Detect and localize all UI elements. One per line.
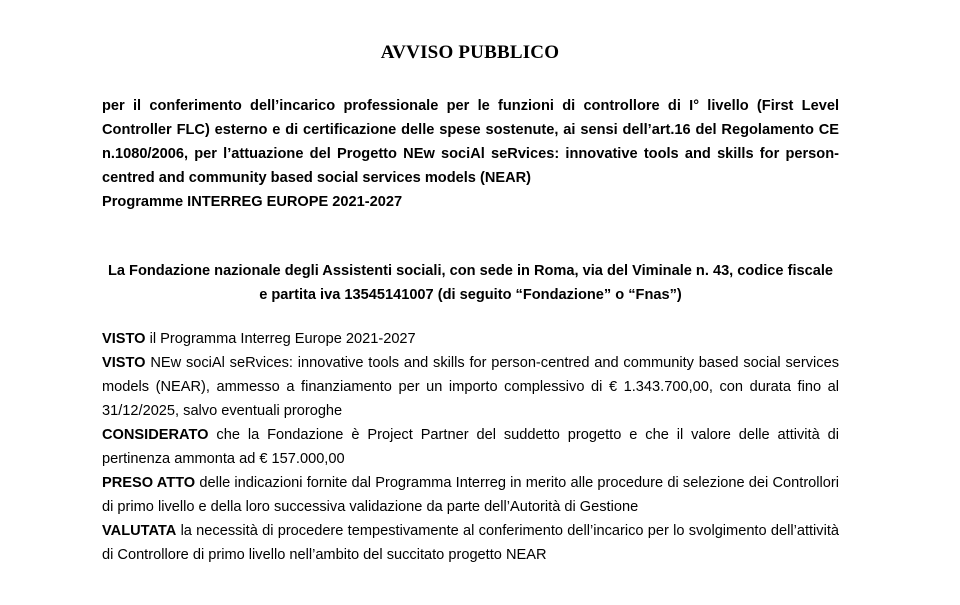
document-title: AVVISO PUBBLICO [380, 42, 560, 63]
issuing-entity: La Fondazione nazionale degli Assistenti sociali, con sede in Roma, via del Viminale n. 43, codice fiscale e partita iva 13545141007 (di seguito “Fondazione” o “Fnas”) [107, 263, 834, 303]
clause [102, 471, 839, 519]
clause [102, 423, 839, 471]
clauses-list [102, 327, 839, 567]
clause-text: il Programma Interreg Europe 2021-2027 [145, 331, 416, 347]
clause-text: NEw sociAl seRvices: innovative tools and skills for person-centred and community based social services models (NEAR), ammesso a finanziamento per un importo complessivo di € 1.343.700,00, con durata fino al 31/12/2025, salvo eventuali proroghe [102, 355, 839, 419]
clause [102, 327, 839, 351]
subject-text: per il conferimento dell’incarico professionale per le funzioni di controllore di I° livello (First Level Controller FLC) esterno e di certificazione delle spese sostenute, ai sensi dell’art.16 del Regolamento CE n.1080/2006, per l’attuazione del Progetto NEw sociAl seRvices: innovative tools and skills for person-centred and community based social services models (NEAR) [102, 98, 839, 186]
clause-keyword: VALUTATA [102, 523, 177, 539]
clause [102, 351, 839, 423]
clause-keyword: PRESO ATTO [102, 475, 196, 491]
clause [102, 519, 839, 567]
clause-keyword: VISTO [102, 331, 146, 347]
clause-keyword: CONSIDERATO [102, 427, 209, 443]
clause-keyword: VISTO [102, 355, 146, 371]
clause-text: che la Fondazione è Project Partner del suddetto progetto e che il valore delle attività di pertinenza ammonta ad € 157.000,00 [102, 427, 839, 467]
programme-line: Programme INTERREG EUROPE 2021-2027 [102, 194, 403, 210]
clause-text: la necessità di procedere tempestivamente al conferimento dell’incarico per lo svolgimento dell’attività di Controllore di primo livello nell’ambito del succitato progetto NEAR [102, 523, 839, 563]
clause-text: delle indicazioni fornite dal Programma Interreg in merito alle procedure di selezione dei Controllori di primo livello e della loro successiva validazione da parte dell’Autorità di Gestione [102, 475, 839, 515]
notice-subject [102, 94, 839, 214]
